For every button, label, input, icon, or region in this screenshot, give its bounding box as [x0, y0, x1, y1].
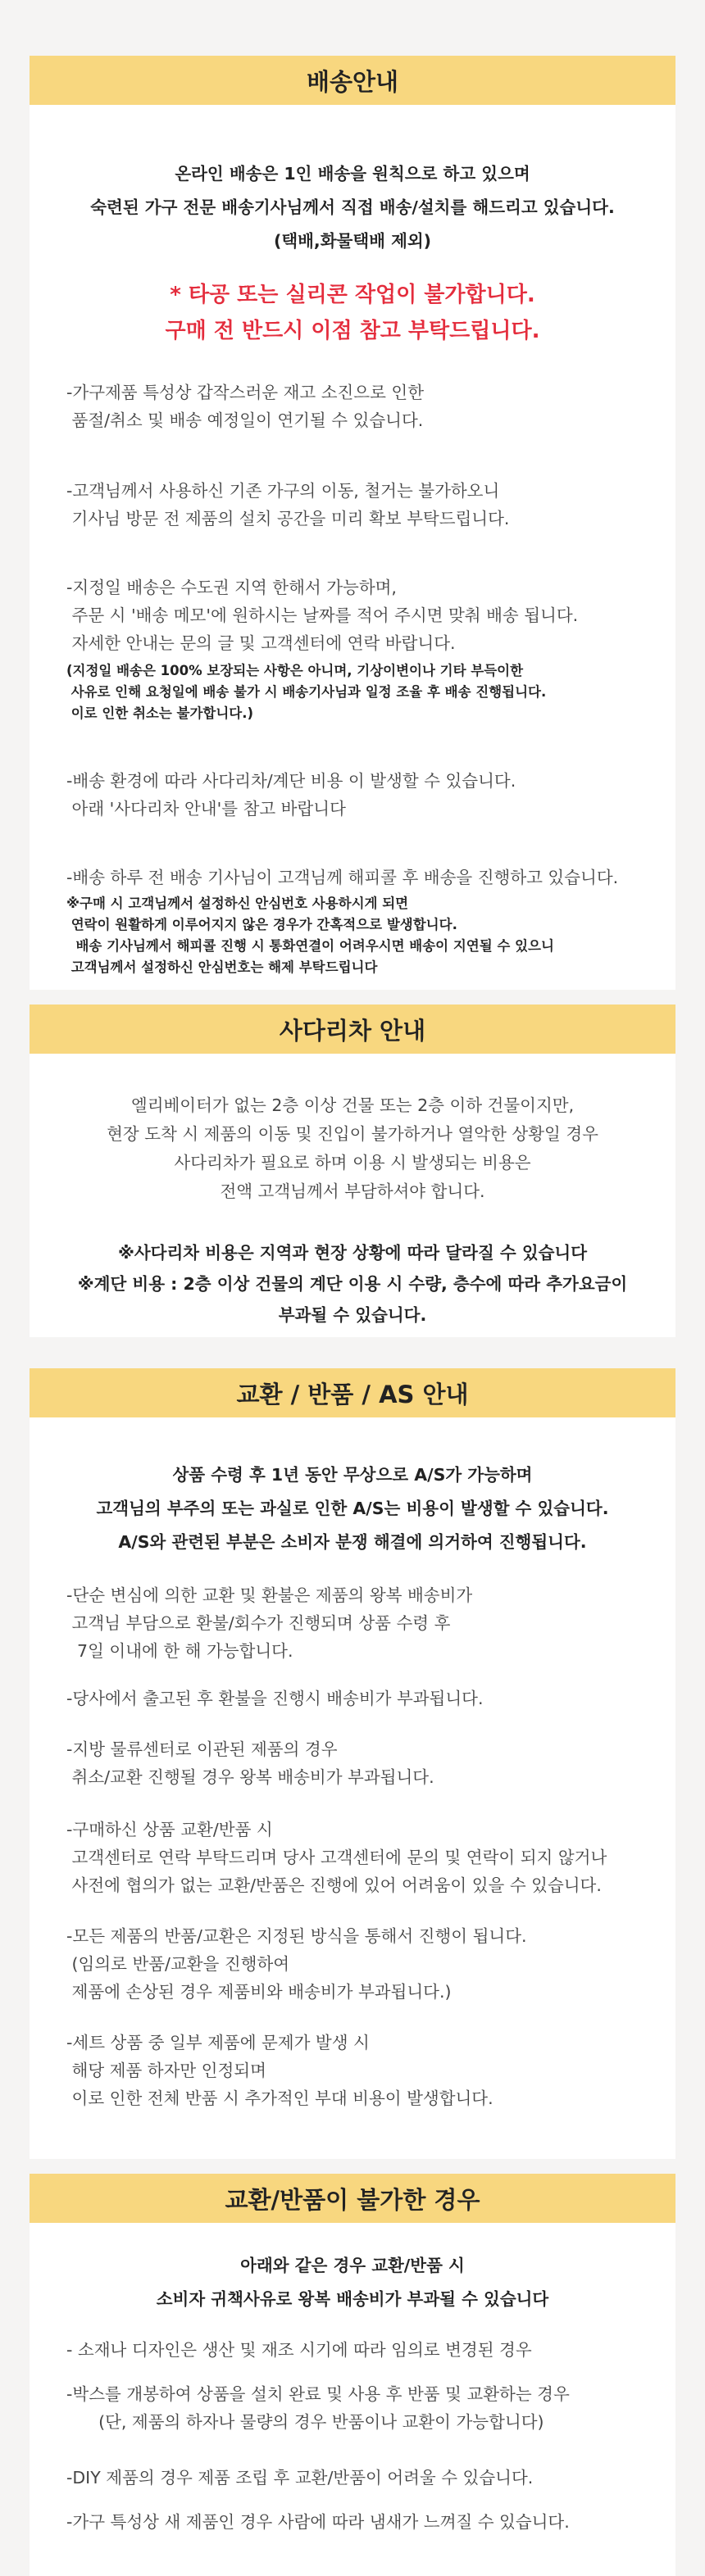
noexchange-intro: [30, 2249, 675, 2316]
item-line: -지방 물류센터로 이관된 제품의 경우: [66, 1739, 338, 1759]
shipping-item: [66, 767, 659, 823]
item-line: (임의로 반품/교환을 진행하여: [66, 1954, 290, 1974]
item-line: 고객센터로 연락 부탁드리며 당사 고객센터에 문의 및 연락이 되지 않거나: [66, 1848, 607, 1867]
item-line: -가구 특성상 새 제품인 경우 사람에 따라 냄새가 느껴질 수 있습니다.: [66, 2512, 570, 2532]
shipping-item: [66, 864, 659, 978]
note-line: 부과될 수 있습니다.: [278, 1305, 427, 1325]
exchange-item: [66, 1816, 659, 1899]
item-line: -고객님께서 사용하신 기존 가구의 이동, 철거는 불가하오니: [66, 481, 500, 501]
item-line: 7일 이내에 한 해 가능합니다.: [66, 1641, 293, 1661]
item-line: -단순 변심에 의한 교환 및 환불은 제품의 왕복 배송비가: [66, 1585, 473, 1605]
warning-line: 구매 전 반드시 이점 참고 부탁드립니다.: [165, 319, 540, 343]
item-line: -구매하신 상품 교환/반품 시: [66, 1820, 273, 1839]
ladder-intro: [30, 1091, 675, 1206]
note-line: 연락이 원활하게 이루어지지 않은 경우가 간혹적으로 발생합니다.: [66, 917, 457, 932]
item-line: -배송 환경에 따라 사다리차/계단 비용 이 발생할 수 있습니다.: [66, 771, 516, 791]
note-line: (지정일 배송은 100% 보장되는 사항은 아니며, 기상이변이나 기타 부득이한: [66, 663, 524, 678]
note-line: 고객님께서 설정하신 안심번호는 해제 부탁드립니다: [66, 959, 378, 975]
noexchange-item: [66, 2464, 659, 2492]
exchange-title: 교환 / 반품 / AS 안내: [236, 1380, 469, 1408]
item-line: (단, 제품의 하자나 물량의 경우 반품이나 교환이 가능합니다): [66, 2412, 544, 2432]
ladder-title: 사다리차 안내: [279, 1016, 426, 1045]
item-line: 아래 '사다리차 안내'를 참고 바랍니다: [66, 799, 346, 819]
shipping-item: [66, 574, 659, 724]
item-line: 품절/취소 및 배송 예정일이 연기될 수 있습니다.: [66, 410, 424, 430]
noexchange-header: [30, 2174, 675, 2223]
exchange-item: [66, 1685, 659, 1712]
intro-line: 상품 수령 후 1년 동안 무상으로 A/S가 가능하며: [172, 1465, 533, 1485]
intro-line: 현장 도착 시 제품의 이동 및 진입이 불가하거나 열악한 상황일 경우: [107, 1124, 598, 1144]
intro-line: 사다리차가 필요로 하며 이용 시 발생되는 비용은: [174, 1153, 531, 1172]
noexchange-item: [66, 2380, 659, 2436]
warning-line: * 타공 또는 실리콘 작업이 불가합니다.: [170, 283, 535, 307]
exchange-item: [66, 1735, 659, 1791]
shipping-title: 배송안내: [306, 67, 399, 96]
item-line: 자세한 안내는 문의 글 및 고객센터에 연락 바랍니다.: [66, 633, 456, 653]
item-line: -박스를 개봉하여 상품을 설치 완료 및 사용 후 반품 및 교환하는 경우: [66, 2384, 570, 2404]
note-line: ※구매 시 고객님께서 설정하신 안심번호 사용하시게 되면: [66, 896, 409, 911]
exchange-item: [66, 1581, 659, 1665]
shipping-item: [66, 477, 659, 533]
intro-line: 아래와 같은 경우 교환/반품 시: [240, 2256, 465, 2275]
exchange-item: [66, 1922, 659, 2006]
intro-line: 고객님의 부주의 또는 과실로 인한 A/S는 비용이 발생할 수 있습니다.: [96, 1499, 609, 1518]
exchange-header: [30, 1368, 675, 1417]
exchange-intro: [30, 1458, 675, 1559]
item-line: -모든 제품의 반품/교환은 지정된 방식을 통해서 진행이 됩니다.: [66, 1926, 527, 1946]
intro-line: A/S와 관련된 부분은 소비자 분쟁 해결에 의거하여 진행됩니다.: [118, 1532, 587, 1552]
item-line: -세트 상품 중 일부 제품에 문제가 발생 시: [66, 2033, 370, 2052]
ladder-section: [30, 1005, 675, 1337]
item-line: -가구제품 특성상 갑작스러운 재고 소진으로 인한: [66, 383, 425, 402]
item-line: 해당 제품 하자만 인정되며: [66, 2061, 266, 2080]
noexchange-item: [66, 2508, 659, 2536]
note-line: ※사다리차 비용은 지역과 현장 상황에 따라 달라질 수 있습니다: [117, 1243, 588, 1263]
note-line: 이로 인한 취소는 불가합니다.): [66, 705, 254, 721]
shipping-section: [30, 56, 675, 990]
item-line: 취소/교환 진행될 경우 왕복 배송비가 부과됩니다.: [66, 1767, 434, 1787]
item-line: 고객님 부담으로 환불/회수가 진행되며 상품 수령 후: [66, 1613, 451, 1633]
noexchange-section: [30, 2174, 675, 2576]
intro-line: 소비자 귀책사유로 왕복 배송비가 부과될 수 있습니다: [156, 2289, 549, 2309]
item-line: - 소재나 디자인은 생산 및 재조 시기에 따라 임의로 변경된 경우: [66, 2340, 532, 2360]
shipping-header: [30, 56, 675, 105]
item-line: 사전에 협의가 없는 교환/반품은 진행에 있어 어려움이 있을 수 있습니다.: [66, 1875, 602, 1895]
noexchange-title: 교환/반품이 불가한 경우: [225, 2185, 480, 2214]
item-line: -DIY 제품의 경우 제품 조립 후 교환/반품이 어려울 수 있습니다.: [66, 2468, 534, 2488]
exchange-section: [30, 1368, 675, 2159]
note-line: ※계단 비용 : 2층 이상 건물의 계단 이용 시 수량, 층수에 따라 추가요금이: [77, 1274, 628, 1294]
intro-line: (택배,화물택배 제외): [273, 231, 432, 251]
item-line: 제품에 손상된 경우 제품비와 배송비가 부과됩니다.): [66, 1982, 452, 2002]
noexchange-item: [66, 2336, 659, 2364]
item-line: -당사에서 출고된 후 환불을 진행시 배송비가 부과됩니다.: [66, 1689, 484, 1708]
item-line: 이로 인한 전체 반품 시 추가적인 부대 비용이 발생합니다.: [66, 2088, 494, 2108]
intro-line: 온라인 배송은 1인 배송을 원칙으로 하고 있으며: [175, 164, 530, 184]
shipping-intro: [30, 157, 675, 258]
note-line: 배송 기사님께서 해피콜 진행 시 통화연결이 어려우시면 배송이 지연될 수 있으니: [66, 938, 554, 954]
item-line: -지정일 배송은 수도권 지역 한해서 가능하며,: [66, 578, 397, 597]
shipping-item-note: [66, 893, 659, 978]
intro-line: 엘리베이터가 없는 2층 이상 건물 또는 2층 이하 건물이지만,: [130, 1095, 575, 1115]
exchange-item: [66, 2029, 659, 2112]
item-line: 주문 시 '배송 메모'에 원하시는 날짜를 적어 주시면 맞춰 배송 됩니다.: [66, 605, 579, 625]
item-line: 기사님 방문 전 제품의 설치 공간을 미리 확보 부탁드립니다.: [66, 509, 510, 528]
intro-line: 숙련된 가구 전문 배송기사님께서 직접 배송/설치를 해드리고 있습니다.: [90, 197, 615, 217]
shipping-item-note: [66, 660, 659, 724]
note-line: 사유로 인해 요청일에 배송 불가 시 배송기사님과 일정 조율 후 배송 진행됩니다.: [66, 684, 547, 700]
ladder-notes: [30, 1237, 675, 1331]
shipping-warning: [30, 277, 675, 349]
ladder-header: [30, 1005, 675, 1054]
intro-line: 전액 고객님께서 부담하셔야 합니다.: [220, 1181, 485, 1201]
shipping-item: [66, 379, 659, 434]
item-line: -배송 하루 전 배송 기사님이 고객님께 해피콜 후 배송을 진행하고 있습니다.: [66, 868, 619, 887]
